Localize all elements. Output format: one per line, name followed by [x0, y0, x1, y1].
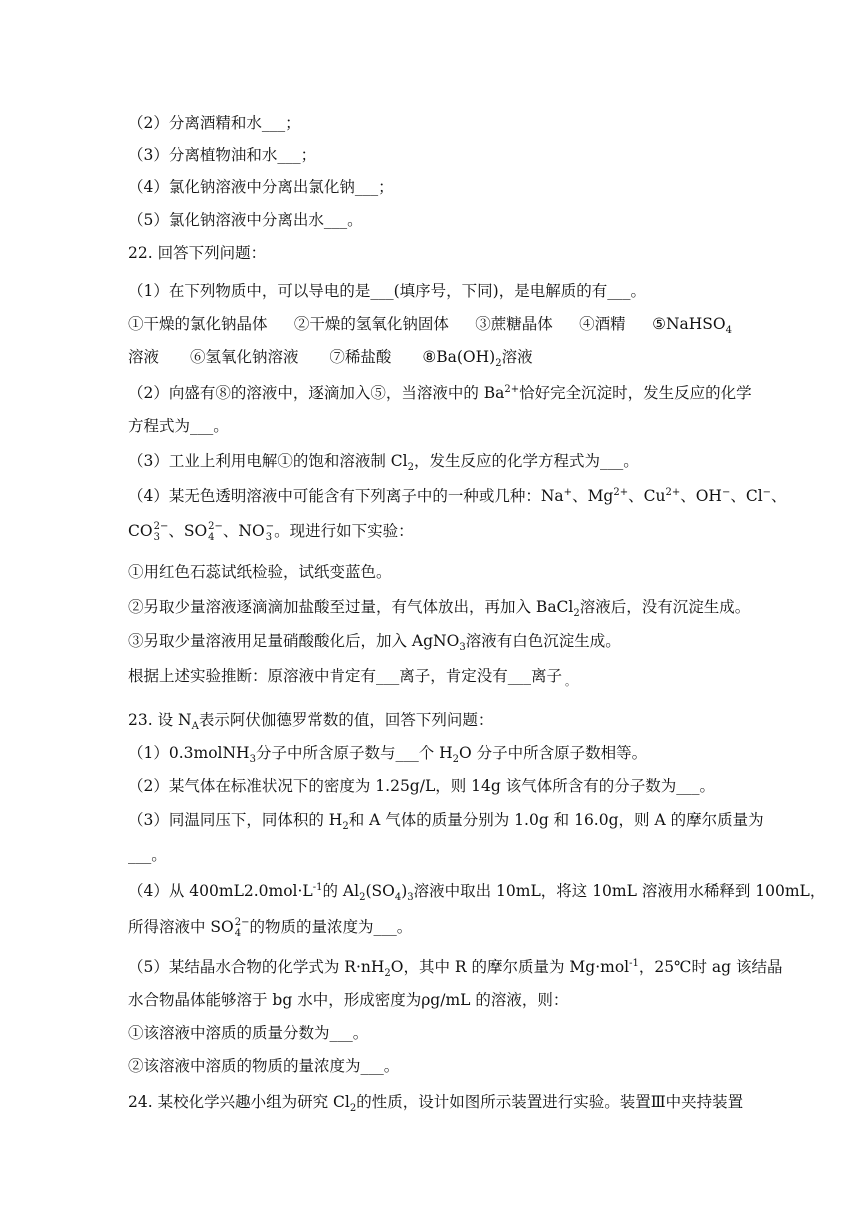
- question-23-part5b: 水合物晶体能够溶于 bg 水中，形成密度为ρg/mL 的溶液，则：: [128, 991, 569, 1009]
- question-22-options-row1: [128, 314, 732, 337]
- option-5: ⑤NaHSO$_4$: [652, 315, 732, 337]
- option-2: ②干燥的氢氧化钠固体: [293, 315, 449, 333]
- experiment-2: ②另取少量溶液逐滴滴加盐酸至过量，有气体放出，再加入 BaCl$_2$溶液后，没有沉淀生成。: [128, 598, 751, 620]
- conclusion-line: 根据上述实验推断：原溶液中肯定有___离子，肯定没有___离子 $_。$: [128, 667, 577, 688]
- experiment-3: ③另取少量溶液用足量硝酸酸化后，加入 AgNO$_3$溶液有白色沉淀生成。: [128, 632, 621, 654]
- question-23-title: 23. 设 $N_A$表示阿伏伽德罗常数的值，回答下列问题：: [128, 711, 494, 733]
- carbonate-charge: 2− 3: [153, 521, 169, 543]
- line-q21-2: （2）分离酒精和水___；: [128, 114, 301, 132]
- line-q21-5: （5）氯化钠溶液中分离出水___。: [128, 211, 363, 229]
- option-8: $⑧Ba(OH)_2$溶液: [422, 348, 533, 370]
- option-7: ⑦稀盐酸: [329, 348, 392, 366]
- option-6: ⑥氢氧化钠溶液: [189, 348, 299, 366]
- option-4: ④酒精: [579, 315, 626, 333]
- question-22-part2a: （2）向盛有⑧的溶液中，逐滴加入⑤，当溶液中的 $Ba^{2+}$恰好完全沉淀时，发生反应的化学: [128, 383, 752, 402]
- option-5-cont: 溶液: [128, 348, 160, 366]
- experiment-1: ①用红色石蕊试纸检验，试纸变蓝色。: [128, 563, 392, 581]
- question-23-part1: （1）0.3molNH$_3$分子中所含原子数与___个 $H_2O$ 分子中所含原子数相等。: [128, 744, 648, 766]
- option-1: ①干燥的氯化钠晶体: [128, 315, 268, 333]
- question-22-options-row2: [128, 347, 533, 370]
- question-23-part5a: （5）某结晶水合物的化学式为 $R\cdot nH_2O$，其中 R 的摩尔质量为 Mg·mol$^{-1}$，25℃时 ag 该结晶: [128, 957, 783, 980]
- question-22-part2b: 方程式为___。: [128, 417, 229, 435]
- question-22-part3: （3）工业上利用电解①的饱和溶液制 $Cl_2$，发生反应的化学方程式为___。: [128, 452, 639, 474]
- question-23-part3a: （3）同温同压下，同体积的 $H_2$和 A 气体的质量分别为 1.0g 和 16.0g，则 A 的摩尔质量为: [128, 811, 764, 833]
- sulfate-charge: 2− 4: [208, 521, 223, 543]
- question-23-part4b: 所得溶液中 SO 2− 4 的物质的量浓度为___。: [128, 917, 413, 939]
- question-23-part3b: ___。: [128, 846, 167, 864]
- sulfate-charge-2: 2− 4: [234, 917, 250, 939]
- question-23-part5d: ②该溶液中溶质的物质的量浓度为___。: [128, 1057, 400, 1075]
- question-22-part4a: （4）某无色透明溶液中可能含有下列离子中的一种或几种：Na+、$Mg^{2+}$、$Cu^{2+}$、OH−、Cl−、: [128, 486, 787, 505]
- line-q21-4: （4）氯化钠溶液中分离出氯化钠___；: [128, 178, 394, 196]
- question-23-part4a: （4）从 $400mL2.0mol\cdot L^{-1}$的 $Al_2(SO_4)_3$溶液中取出 10mL，将这 10mL 溶液用水稀释到 100mL，: [128, 881, 826, 904]
- nitrate-charge: − 3: [265, 521, 275, 543]
- question-22-part1: （1）在下列物质中，可以导电的是___(填序号，下同)，是电解质的有___。: [128, 282, 646, 300]
- question-22-title: 22. 回答下列问题：: [128, 244, 267, 262]
- question-24-title: 24. 某校化学兴趣小组为研究 $Cl_2$的性质，设计如图所示装置进行实验。装置Ⅲ中夹持装置: [128, 1093, 744, 1115]
- question-23-part2: （2）某气体在标准状况下的密度为 1.25g/L，则 14g 该气体所含有的分子数为___。: [128, 777, 715, 795]
- option-3: ③蔗糖晶体: [475, 315, 553, 333]
- line-q21-3: （3）分离植物油和水___；: [128, 146, 317, 164]
- question-22-part4b: CO 2− 3 、SO 2− 4 、NO − 3 。现进行如下实验：: [128, 521, 414, 543]
- question-23-part5c: ①该溶液中溶质的质量分数为___。: [128, 1024, 369, 1042]
